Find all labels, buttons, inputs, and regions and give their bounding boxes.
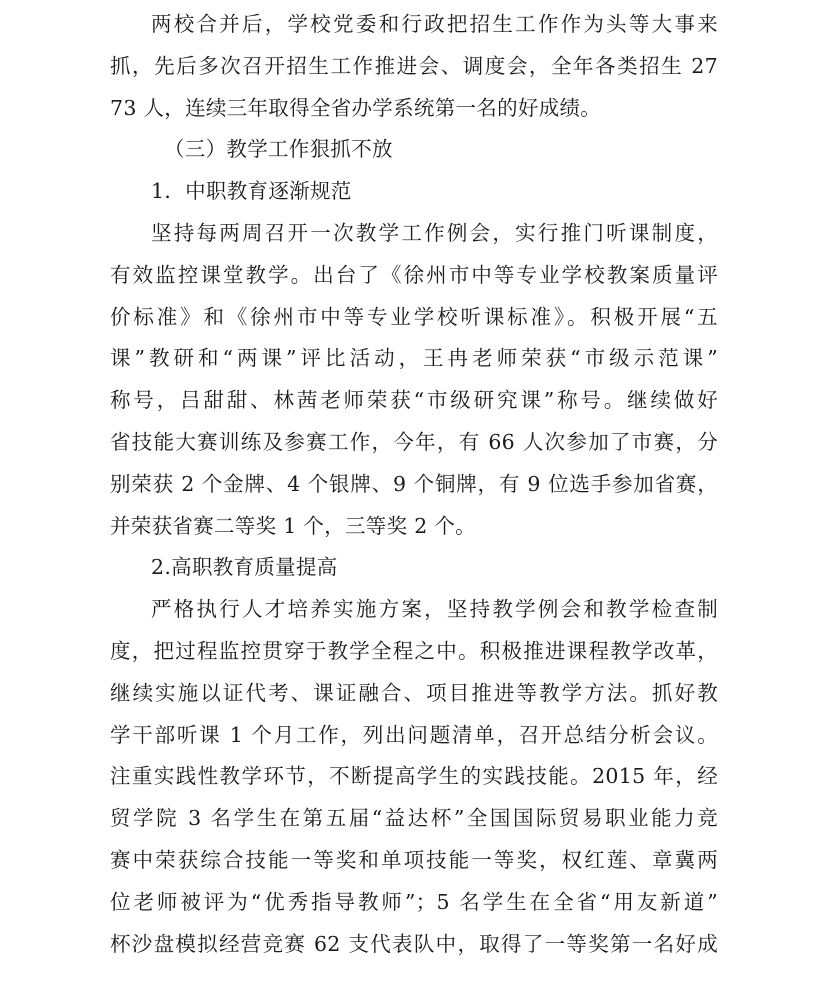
paragraph-line: 注重实践性教学环节，不断提高学生的实践技能。2015 年，经 (110, 764, 718, 789)
paragraph-line: 省技能大赛训练及参赛工作，今年，有 66 人次参加了市赛，分 (110, 429, 718, 454)
section-heading: （三）教学工作狠抓不放 (164, 137, 393, 162)
paragraph-line: 严格执行人才培养实施方案，坚持教学例会和教学检查制 (151, 597, 718, 622)
paragraph-line: 学干部听课 1 个月工作，列出问题清单，召开总结分析会议。 (110, 722, 718, 747)
subsection-heading: 2.高职教育质量提高 (151, 555, 338, 580)
paragraph-line: 73 人，连续三年取得全省办学系统第一名的好成绩。 (110, 95, 602, 120)
paragraph-line: 坚持每两周召开一次教学工作例会，实行推门听课制度， (151, 220, 718, 245)
paragraph-line: 位老师被评为“优秀指导教师”；5 名学生在全省“用友新道” (110, 889, 718, 914)
paragraph-line: 别荣获 2 个金牌、4 个银牌、9 个铜牌，有 9 位选手参加省赛， (110, 471, 718, 496)
paragraph-line: 两校合并后，学校党委和行政把招生工作作为头等大事来 (151, 12, 718, 36)
subsection-heading: 1．中职教育逐渐规范 (151, 179, 352, 204)
paragraph-line: 有效监控课堂教学。出台了《徐州市中等专业学校教案质量评 (110, 262, 718, 287)
paragraph-line: 价标准》和《徐州市中等专业学校听课标准》。积极开展“五 (110, 304, 718, 329)
paragraph-line: 抓，先后多次召开招生工作推进会、调度会，全年各类招生 27 (110, 53, 718, 78)
paragraph-line: 贸学院 3 名学生在第五届“益达杯”全国国际贸易职业能力竞 (110, 806, 718, 831)
paragraph-line: 继续实施以证代考、课证融合、项目推进等教学方法。抓好教 (110, 680, 718, 705)
document-body (110, 4, 718, 965)
paragraph-line: 并荣获省赛二等奖 1 个，三等奖 2 个。 (110, 513, 476, 538)
paragraph-line: 称号，吕甜甜、林茜老师荣获“市级研究课”称号。继续做好 (110, 388, 718, 413)
paragraph-line: 课”教研和“两课”评比活动，王冉老师荣获“市级示范课” (110, 346, 718, 371)
paragraph-line: 赛中荣获综合技能一等奖和单项技能一等奖，权红莲、章冀两 (110, 847, 718, 872)
paragraph-line: 杯沙盘模拟经营竞赛 62 支代表队中，取得了一等奖第一名好成 (110, 931, 718, 956)
paragraph-line: 度，把过程监控贯穿于教学全程之中。积极推进课程教学改革， (110, 638, 718, 663)
